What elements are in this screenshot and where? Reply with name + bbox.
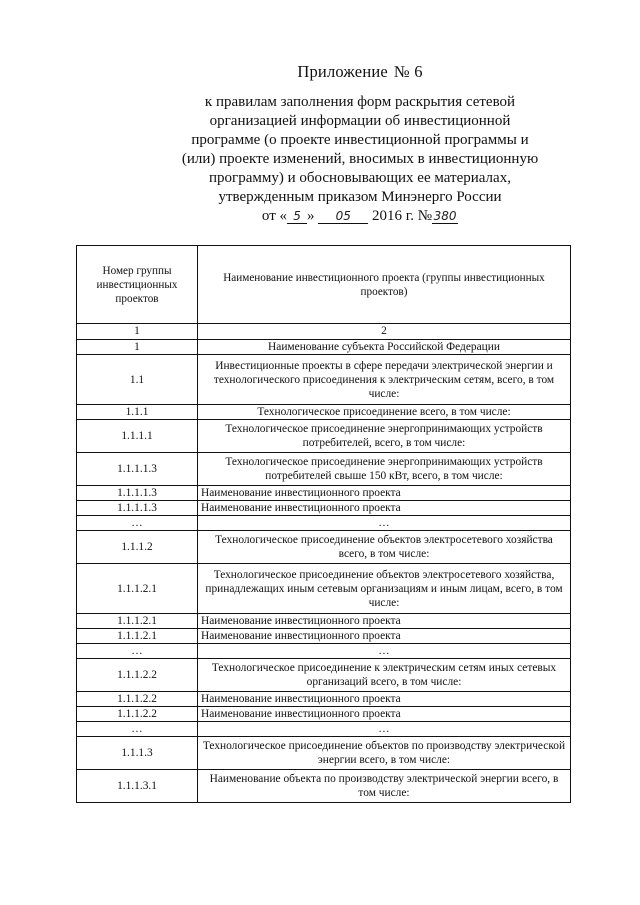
table-row — [77, 692, 571, 707]
group-number-cell: 1.1 — [77, 355, 198, 405]
header-line: программу) и обосновывающих ее материалах, — [209, 170, 511, 186]
project-name-cell: Технологическое присоединение объектов электросетевого хозяйства, принадлежащих иным сетевым организациям и иным лицам, всего, в том числе: — [198, 564, 571, 614]
table-row — [77, 614, 571, 629]
project-name-cell: Технологическое присоединение энергопринимающих устройств потребителей свыше 150 кВт, всего, в том числе: — [198, 453, 571, 486]
group-number-cell: 1.1.1.2.1 — [77, 629, 198, 644]
table-row — [77, 644, 571, 659]
table-row — [77, 659, 571, 692]
table-row — [77, 355, 571, 405]
handwritten-order-number: 380 — [433, 209, 457, 223]
group-number-cell: 1 — [77, 340, 198, 355]
project-name-cell: Наименование инвестиционного проекта — [198, 692, 571, 707]
table-row — [77, 501, 571, 516]
table-row — [77, 340, 571, 355]
project-name-cell: Технологическое присоединение к электрическим сетям иных сетевых организаций всего, в том числе: — [198, 659, 571, 692]
group-number-cell: 1.1.1.3 — [77, 737, 198, 770]
table-row — [77, 737, 571, 770]
project-name-cell: Наименование инвестиционного проекта — [198, 629, 571, 644]
table-row — [77, 420, 571, 453]
table-row — [77, 531, 571, 564]
table-row — [77, 486, 571, 501]
group-number-cell: 1.1.1.2.2 — [77, 659, 198, 692]
annex-header — [150, 62, 570, 226]
group-number-cell: … — [77, 644, 198, 659]
date-year: 2016 г. № — [372, 208, 433, 224]
table-row — [77, 707, 571, 722]
project-name-cell: Наименование инвестиционного проекта — [198, 614, 571, 629]
annex-title-word: Приложение — [297, 62, 388, 81]
project-name-cell: Наименование инвестиционного проекта — [198, 501, 571, 516]
project-name-cell: Наименование инвестиционного проекта — [198, 707, 571, 722]
date-quote: » — [307, 208, 315, 224]
project-name-cell: … — [198, 644, 571, 659]
investment-projects-table — [76, 245, 571, 803]
date-prefix: от « — [261, 208, 288, 224]
column-number: 2 — [198, 324, 571, 340]
table-row — [77, 722, 571, 737]
column-header-group-number: Номер группы инвестиционных проектов — [77, 246, 198, 324]
group-number-cell: 1.1.1.3.1 — [77, 770, 198, 803]
header-line: (или) проекте изменений, вносимых в инвестиционную — [181, 151, 539, 167]
table-row — [77, 516, 571, 531]
project-name-cell: Инвестиционные проекты в сфере передачи электрической энергии и технологического присоединения к электрическим сетям, всего, в том числе: — [198, 355, 571, 405]
project-name-cell: Технологическое присоединение всего, в том числе: — [198, 405, 571, 420]
group-number-cell: 1.1.1 — [77, 405, 198, 420]
project-name-cell: Наименование инвестиционного проекта — [198, 486, 571, 501]
group-number-cell: 1.1.1.1.3 — [77, 486, 198, 501]
group-number-cell: 1.1.1.2.2 — [77, 707, 198, 722]
table-header-row — [77, 246, 571, 324]
group-number-cell: 1.1.1.1 — [77, 420, 198, 453]
group-number-cell: 1.1.1.2.1 — [77, 614, 198, 629]
group-number-cell: 1.1.1.1.3 — [77, 501, 198, 516]
group-number-cell: … — [77, 722, 198, 737]
project-name-cell: … — [198, 516, 571, 531]
group-number-cell: … — [77, 516, 198, 531]
annex-number: № 6 — [393, 62, 423, 81]
project-name-cell: … — [198, 722, 571, 737]
project-name-cell: Технологическое присоединение энергопринимающих устройств потребителей, всего, в том числе: — [198, 420, 571, 453]
group-number-cell: 1.1.1.2.1 — [77, 564, 198, 614]
table-row — [77, 770, 571, 803]
table-row — [77, 453, 571, 486]
column-header-project-name: Наименование инвестиционного проекта (группы инвестиционных проектов) — [198, 246, 571, 324]
table-row — [77, 405, 571, 420]
group-number-cell: 1.1.1.2 — [77, 531, 198, 564]
header-line: организацией информации об инвестиционной — [209, 113, 511, 129]
project-name-cell: Технологическое присоединение объектов по производству электрической энергии всего, в том числе: — [198, 737, 571, 770]
table-body — [77, 340, 571, 803]
project-name-cell: Наименование субъекта Российской Федерации — [198, 340, 571, 355]
group-number-cell: 1.1.1.1.3 — [77, 453, 198, 486]
project-name-cell: Технологическое присоединение объектов электросетевого хозяйства всего, в том числе: — [198, 531, 571, 564]
table-row — [77, 629, 571, 644]
column-number: 1 — [77, 324, 198, 340]
project-name-cell: Наименование объекта по производству электрической энергии всего, в том числе: — [198, 770, 571, 803]
group-number-cell: 1.1.1.2.2 — [77, 692, 198, 707]
handwritten-day: 5 — [287, 209, 307, 224]
column-number-row — [77, 324, 571, 340]
header-line: к правилам заполнения форм раскрытия сетевой — [204, 94, 516, 110]
header-line: программе (о проекте инвестиционной программы и — [191, 132, 529, 148]
header-line: утвержденным приказом Минэнерго России — [218, 189, 502, 205]
annex-title — [150, 62, 570, 81]
handwritten-month: 05 — [318, 209, 368, 224]
table-row — [77, 564, 571, 614]
order-date-line — [150, 207, 570, 226]
